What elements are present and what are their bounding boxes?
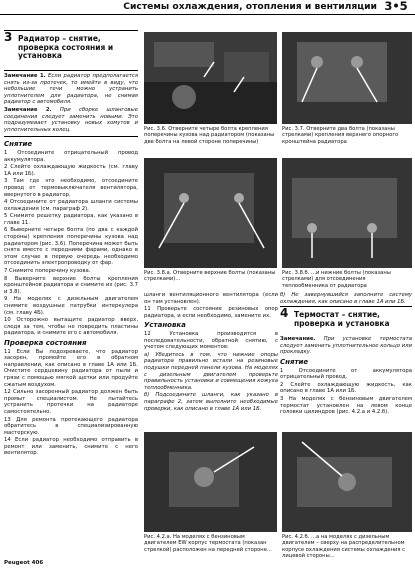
paragraph: 12 Установка производится в последовательности, обратной снятию, с учетом следующих моментов: xyxy=(144,330,278,351)
install-note-a: а) Убедитесь в том, что нижние опоры радиатора правильно встали на резиновые подушки передней панели кузова. На моделях с дизельным двигателем проверьте правильность установки и совмещения кожуха теплообменника. xyxy=(144,351,278,391)
photo-fig-4-2a xyxy=(144,432,277,532)
step: 13 Для ремонта протекающего радиатора обратитесь в специализированную мастерскую. xyxy=(4,416,138,436)
step: 10 Осторожно вытащите радиатор вверх, следя за тем, чтобы не повредить пластины радиатора, и снимите его с автомобиля. xyxy=(4,317,138,337)
step: 12 Сильно засоренный радиатор должен быть промыт специалистом. Не пытайтесь устранить протечки на радиаторе самостоятельно. xyxy=(4,389,138,415)
paragraph: шланги вентиляционного вентилятора (если он там установлен). xyxy=(144,292,278,305)
section-heading xyxy=(4,30,138,68)
thermostat-diesel-photo xyxy=(282,432,412,532)
notes-box xyxy=(4,70,138,137)
paragraph: 11 Проверьте состояние резиновых опор радиатора, и если необходимо, замените их. xyxy=(144,306,278,319)
note: Замечание. При установке термостата следует заменить уплотнительное кольцо или прокладку. xyxy=(280,336,413,356)
removal-heading: Снятие xyxy=(280,357,309,366)
step: 3 Там где это необходимо, отсоедините провод от термовыключателя вентилятора, ввернутого в радиатор. xyxy=(4,178,138,198)
section-number: 4 xyxy=(280,306,289,321)
photo-fig-4-2b xyxy=(282,432,412,532)
footer-model: Peugeot 406 xyxy=(4,560,44,566)
step: 4 Отсоедините от радиатора шланги системы охлаждения (см. параграф 2). xyxy=(4,199,138,212)
section-title: Радиатор – снятие, проверка состояния и установка xyxy=(18,34,114,61)
step: 1 Отсоедините от аккумулятора отрицательный провод. xyxy=(280,367,412,381)
engine-bay-photo xyxy=(144,32,277,124)
note-1: Замечание 1. Если радиатор предполагается снять из-за протечек, то имейте в виду, что небольшие течи можно устранить уплотнителем для радиатора, не снимая радиатор с автомобиля. xyxy=(4,73,139,106)
page-header xyxy=(0,0,415,16)
photo-fig-3-6 xyxy=(144,32,277,124)
middle-column-text xyxy=(144,292,278,413)
step: 7 Снимите поперечину кузова. xyxy=(4,268,91,275)
radiator-bracket-photo xyxy=(282,32,412,124)
step: 8 Выверните верхние болты крепления кронштейнов радиатора и снимите их (рис. 3.7 и 3.8). xyxy=(4,275,138,295)
caption-fig-4-2a: Рис. 4.2.а. На моделях с бензиновым двигателем EW корпус термостата (показан стрелкой) расположен на передней стороне... xyxy=(144,534,272,553)
step: 2 Слейте охлаждающую жидкость (см. главу 1А или 1Б). xyxy=(4,164,138,177)
check-heading: Проверка состояния xyxy=(4,338,87,347)
right-column-text xyxy=(280,292,412,417)
caption-fig-3-8a: Рис. 3.8.а. Отверните верхние болты (показаны стрелками)... xyxy=(144,270,276,283)
section-title: Термостат – снятие, проверка и установка xyxy=(294,310,390,328)
step: 3 На моделях с бензиновым двигателем термостат установлен на левом конце головки цилиндров (рис. 4.2.а и 4.2.б). xyxy=(280,395,412,416)
step: 2 Слейте охлаждающую жидкость, как описано в главе 1А или 1Б. xyxy=(280,381,412,395)
caption-fig-3-8b: Рис. 3.8.б. ...и нижние болты (показаны стрелками) для отсоединения теплообменника от радиатора xyxy=(282,270,391,289)
left-column xyxy=(4,30,138,458)
photo-fig-3-7 xyxy=(282,32,412,124)
thermostat-heading xyxy=(280,306,412,336)
step: 6 Выверните четыре болта (по два с каждой стороны) крепления поперечины кузова над радиатором (рис. 3.6). Поперечина может быть снята вместе с передними фарами, однако в этом случае в первую очередь необходимо отсоединить электропроводку от фар. xyxy=(4,227,138,267)
header-rule xyxy=(0,14,415,15)
step: 1 Отсоедините отрицательный провод аккумулятора. xyxy=(4,149,138,163)
chapter-title: Системы охлаждения, отопления и вентиляции xyxy=(123,1,377,12)
radiator-bottom-bolts-photo xyxy=(282,158,412,268)
caption-fig-3-7: Рис. 3.7. Отверните два болта (показаны стрелками) крепления верхнего опорного кронштейна радиатора xyxy=(282,126,399,145)
page-number: 3•5 xyxy=(380,0,412,14)
caption-fig-3-6: Рис. 3.6. Отверните четыре болта крепления поперечины кузова над радиатором (показаны две болта на левой стороне поперечины) xyxy=(144,126,275,145)
photo-fig-3-8b xyxy=(282,158,412,268)
step: 11 Если Вы подозреваете, что радиатор засорен, промойте его в обратном направлении, как описано в главе 1А или 1Б. Очистите сердцевину радиатора от пыли и грязи с помощью мягкой щетки или продуйте сжатым воздухом. xyxy=(4,348,138,388)
note-2: Замечание 2. При сборке шланговые соединения следует заменить новыми. Это подразумевает установку новых хомутов и уплотнительных колец. xyxy=(4,106,138,133)
section-number: 3 xyxy=(4,30,13,44)
install-note-b: б) Подсоедините шланги, как указано в параграфе 2, затем выполните необходимые проверки, как описано в главе 1А или 1Б. xyxy=(144,392,278,412)
install-heading: Установка xyxy=(144,321,186,330)
step: 9 На моделях с дизельным двигателем снимите воздушные патрубки интеркулера (см. главу 4Б). xyxy=(4,296,138,316)
thermostat-petrol-photo xyxy=(144,432,277,532)
caption-fig-4-2b: Рис. 4.2.б. ...а на моделях с дизельным двигателем – сверху на распределительном корпусе охлаждения системы охлаждения с лицевой стороны... xyxy=(282,534,405,560)
radiator-top-bolts-photo xyxy=(144,158,277,268)
tip: б) Не завернувшийся заполните систему охлаждения, как описано в главе 1А или 1Б. xyxy=(280,292,412,305)
step: 14 Если радиатор необходимо отправить в ремонт или заменить, снимите с него вентилятор. xyxy=(4,437,138,457)
photo-fig-3-8a xyxy=(144,158,277,268)
removal-heading: Снятие xyxy=(4,140,33,149)
step: 5 Снимите решетку радиатора, как указано в главе 11. xyxy=(4,213,138,226)
